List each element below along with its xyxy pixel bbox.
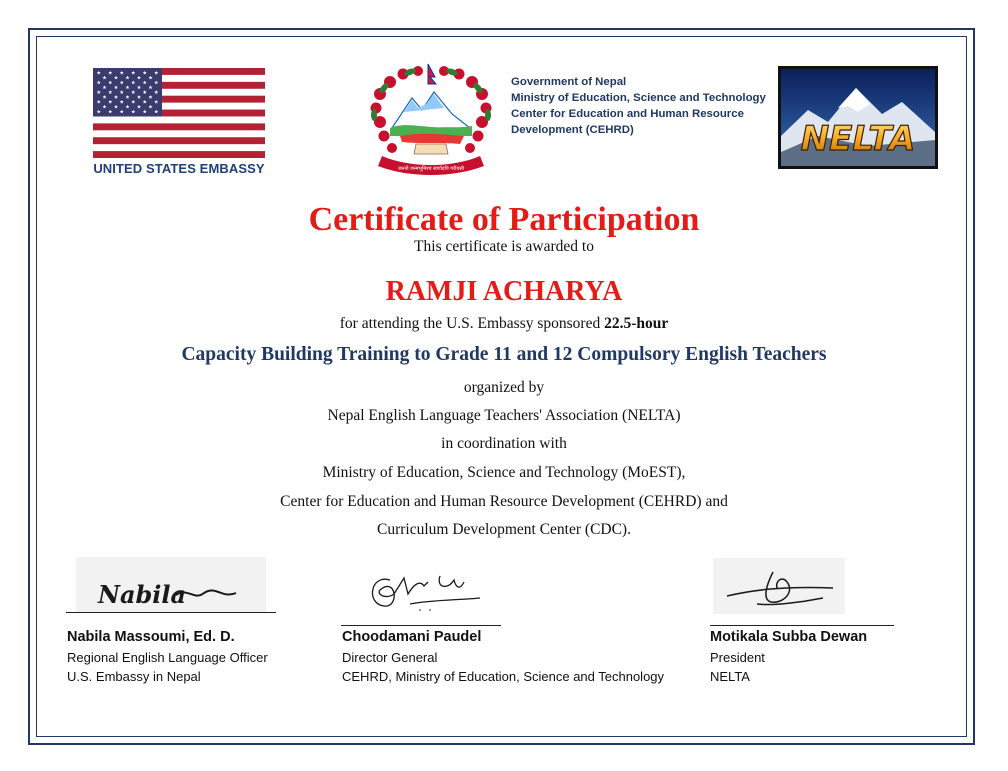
signatory-name: Nabila Massoumi, Ed. D. bbox=[67, 629, 235, 645]
us-embassy-label: UNITED STATES EMBASSY bbox=[93, 161, 265, 176]
nelta-logo-text: NELTA bbox=[800, 119, 916, 159]
signatory-title: Regional English Language Officer bbox=[67, 650, 268, 665]
government-of-nepal-text bbox=[511, 74, 773, 138]
partner-cdc: Curriculum Development Center (CDC). bbox=[377, 521, 631, 538]
flag-canton bbox=[93, 68, 162, 117]
signatory-name: Motikala Subba Dewan bbox=[710, 629, 868, 645]
nepal-government-emblem bbox=[360, 62, 502, 180]
signatory-name: Choodamani Paudel bbox=[342, 629, 482, 645]
recipient-name: RAMJI ACHARYA bbox=[385, 276, 623, 307]
signature-nabila-massoumi bbox=[76, 557, 266, 613]
partner-cehrd: Center for Education and Human Resource Development (CEHRD) and bbox=[280, 493, 728, 510]
signature-line bbox=[710, 625, 894, 626]
gov-line: Ministry of Education, Science and Technology bbox=[511, 92, 766, 104]
emblem-motto: जननी जन्मभूमिश्च स्वर्गादपि गरीयसी bbox=[397, 166, 465, 172]
organizer-name: Nepal English Language Teachers' Association (NELTA) bbox=[327, 407, 681, 424]
gov-line: Development (CEHRD) bbox=[511, 124, 634, 136]
certificate-title: Certificate of Participation bbox=[308, 201, 700, 238]
signature-nabila-text: Nabila bbox=[98, 580, 187, 609]
nelta-logo bbox=[778, 66, 938, 169]
signature-line bbox=[341, 625, 501, 626]
organized-by-text: organized by bbox=[463, 379, 545, 396]
us-flag-logo bbox=[93, 68, 265, 158]
signatory-organization: CEHRD, Ministry of Education, Science and Technology bbox=[342, 669, 665, 684]
awarded-text: This certificate is awarded to bbox=[414, 238, 594, 255]
gov-line: Center for Education and Human Resource bbox=[511, 108, 744, 120]
signature-choodamani-paudel bbox=[350, 560, 500, 616]
coordination-text: in coordination with bbox=[441, 435, 567, 452]
course-title: Capacity Building Training to Grade 11 and 12 Compulsory English Teachers bbox=[181, 344, 827, 365]
signatory-title: Director General bbox=[342, 650, 438, 665]
signature-line bbox=[66, 612, 276, 613]
signatory-organization: NELTA bbox=[710, 669, 750, 684]
training-hours: 22.5-hour bbox=[604, 315, 669, 332]
signatory-title: President bbox=[710, 650, 765, 665]
gov-line: Government of Nepal bbox=[511, 76, 627, 88]
partner-moest: Ministry of Education, Science and Technology (MoEST), bbox=[322, 464, 686, 481]
attending-prefix: for attending the U.S. Embassy sponsored bbox=[339, 315, 605, 332]
attending-text bbox=[0, 315, 1008, 333]
signature-motikala-subba-dewan bbox=[713, 558, 845, 614]
signatory-organization: U.S. Embassy in Nepal bbox=[67, 669, 201, 684]
